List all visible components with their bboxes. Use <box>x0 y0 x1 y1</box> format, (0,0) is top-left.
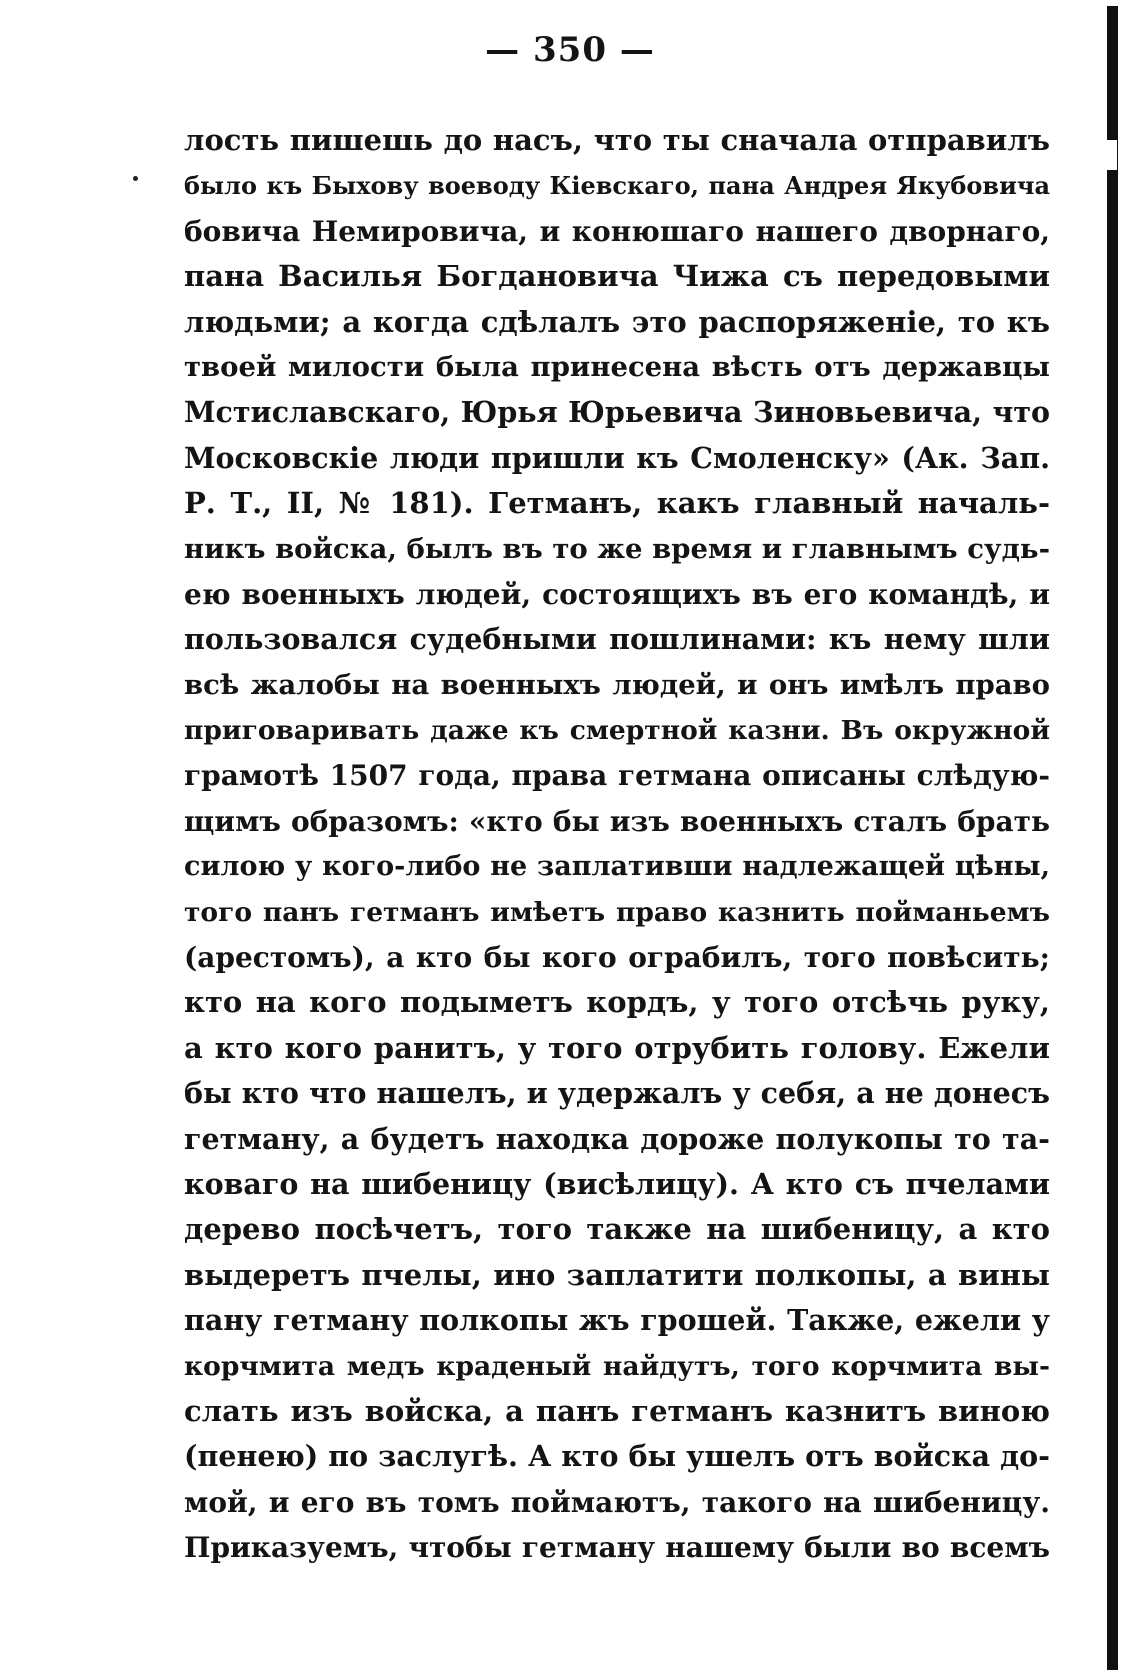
text-line: выдеретъ пчелы, ино заплатити полкопы, а вины <box>184 1257 1050 1292</box>
text-line: Р. Т., II, № 181). Гетманъ, какъ главный началь- <box>184 486 1050 521</box>
margin-mark <box>133 176 138 181</box>
text-line: ею военныхъ людей, состоящихъ въ его командѣ, и <box>184 577 1050 611</box>
text-line: того панъ гетманъ имѣетъ право казнить пойманьемъ <box>184 896 1050 928</box>
text-line: (арестомъ), а кто бы кого ограбилъ, того повѣсить; <box>184 941 1050 975</box>
text-line: гетману, а будетъ находка дороже полукопы то та- <box>184 1121 1050 1156</box>
page-edge-gap <box>1103 140 1117 170</box>
text-line: пану гетману полкопы жъ грошей. Также, ежели у <box>184 1303 1050 1338</box>
text-line: приговаривать даже къ смертной казни. Въ окружной <box>184 715 1050 747</box>
text-line: Московскіе люди пришли къ Смоленску» (Ак. Зап. <box>184 440 1050 475</box>
text-line: пользовался судебными пошлинами: къ нему шли <box>184 622 1050 657</box>
page-number: — 350 — <box>485 30 655 70</box>
text-line: твоей милости была принесена вѣсть отъ державцы <box>184 350 1050 383</box>
text-line: корчмита медъ краденый найдутъ, того корчмита вы- <box>184 1350 1050 1382</box>
text-line: мой, и его въ томъ поймаютъ, такого на шибеницу. <box>184 1485 1050 1519</box>
text-line: коваго на шибеницу (висѣлицу). А кто съ пчелами <box>184 1166 1050 1201</box>
body-text <box>184 118 1050 1571</box>
text-line: лость пишешь до насъ, что ты сначала отправилъ <box>184 123 1050 157</box>
text-line: силою у кого-либо не заплативши надлежащей цѣны, <box>184 851 1050 883</box>
text-line: никъ войска, былъ въ то же время и главнымъ судь- <box>184 532 1050 565</box>
text-line: кто на кого подыметъ кордъ, у того отсѣчь руку, <box>184 985 1050 1020</box>
text-line: а кто кого ранитъ, у того отрубить голову. Ежели <box>184 1030 1050 1065</box>
text-line: Мстиславскаго, Юрья Юрьевича Зиновьевича, что <box>184 395 1050 430</box>
text-line: всѣ жалобы на военныхъ людей, и онъ имѣлъ право <box>184 668 1050 701</box>
text-line: щимъ образомъ: «кто бы изъ военныхъ сталъ брать <box>184 804 1050 838</box>
text-line: (пенею) по заслугѣ. А кто бы ушелъ отъ войска до- <box>184 1439 1050 1474</box>
text-line: пана Василья Богдановича Чижа съ передовыми <box>184 259 1050 294</box>
text-line: бы кто что нашелъ, и удержалъ у себя, а не донесъ <box>184 1076 1050 1111</box>
page-edge-shadow <box>1107 6 1118 1670</box>
text-line: грамотѣ 1507 года, права гетмана описаны слѣдую- <box>184 759 1050 793</box>
text-line: было къ Быхову воеводу Кіевскаго, пана Андрея Якубовича <box>184 171 1050 201</box>
text-line: слать изъ войска, а панъ гетманъ казнитъ виною <box>184 1393 1050 1428</box>
text-line: дерево посѣчетъ, того также на шибеницу, а кто <box>184 1212 1050 1247</box>
text-line: людьми; а когда сдѣлалъ это распоряженіе, то къ <box>184 304 1050 339</box>
text-line: Приказуемъ, чтобы гетману нашему были во всемъ <box>184 1531 1050 1565</box>
text-line: бовича Немировича, и конюшаго нашего дворнаго, <box>184 214 1050 248</box>
